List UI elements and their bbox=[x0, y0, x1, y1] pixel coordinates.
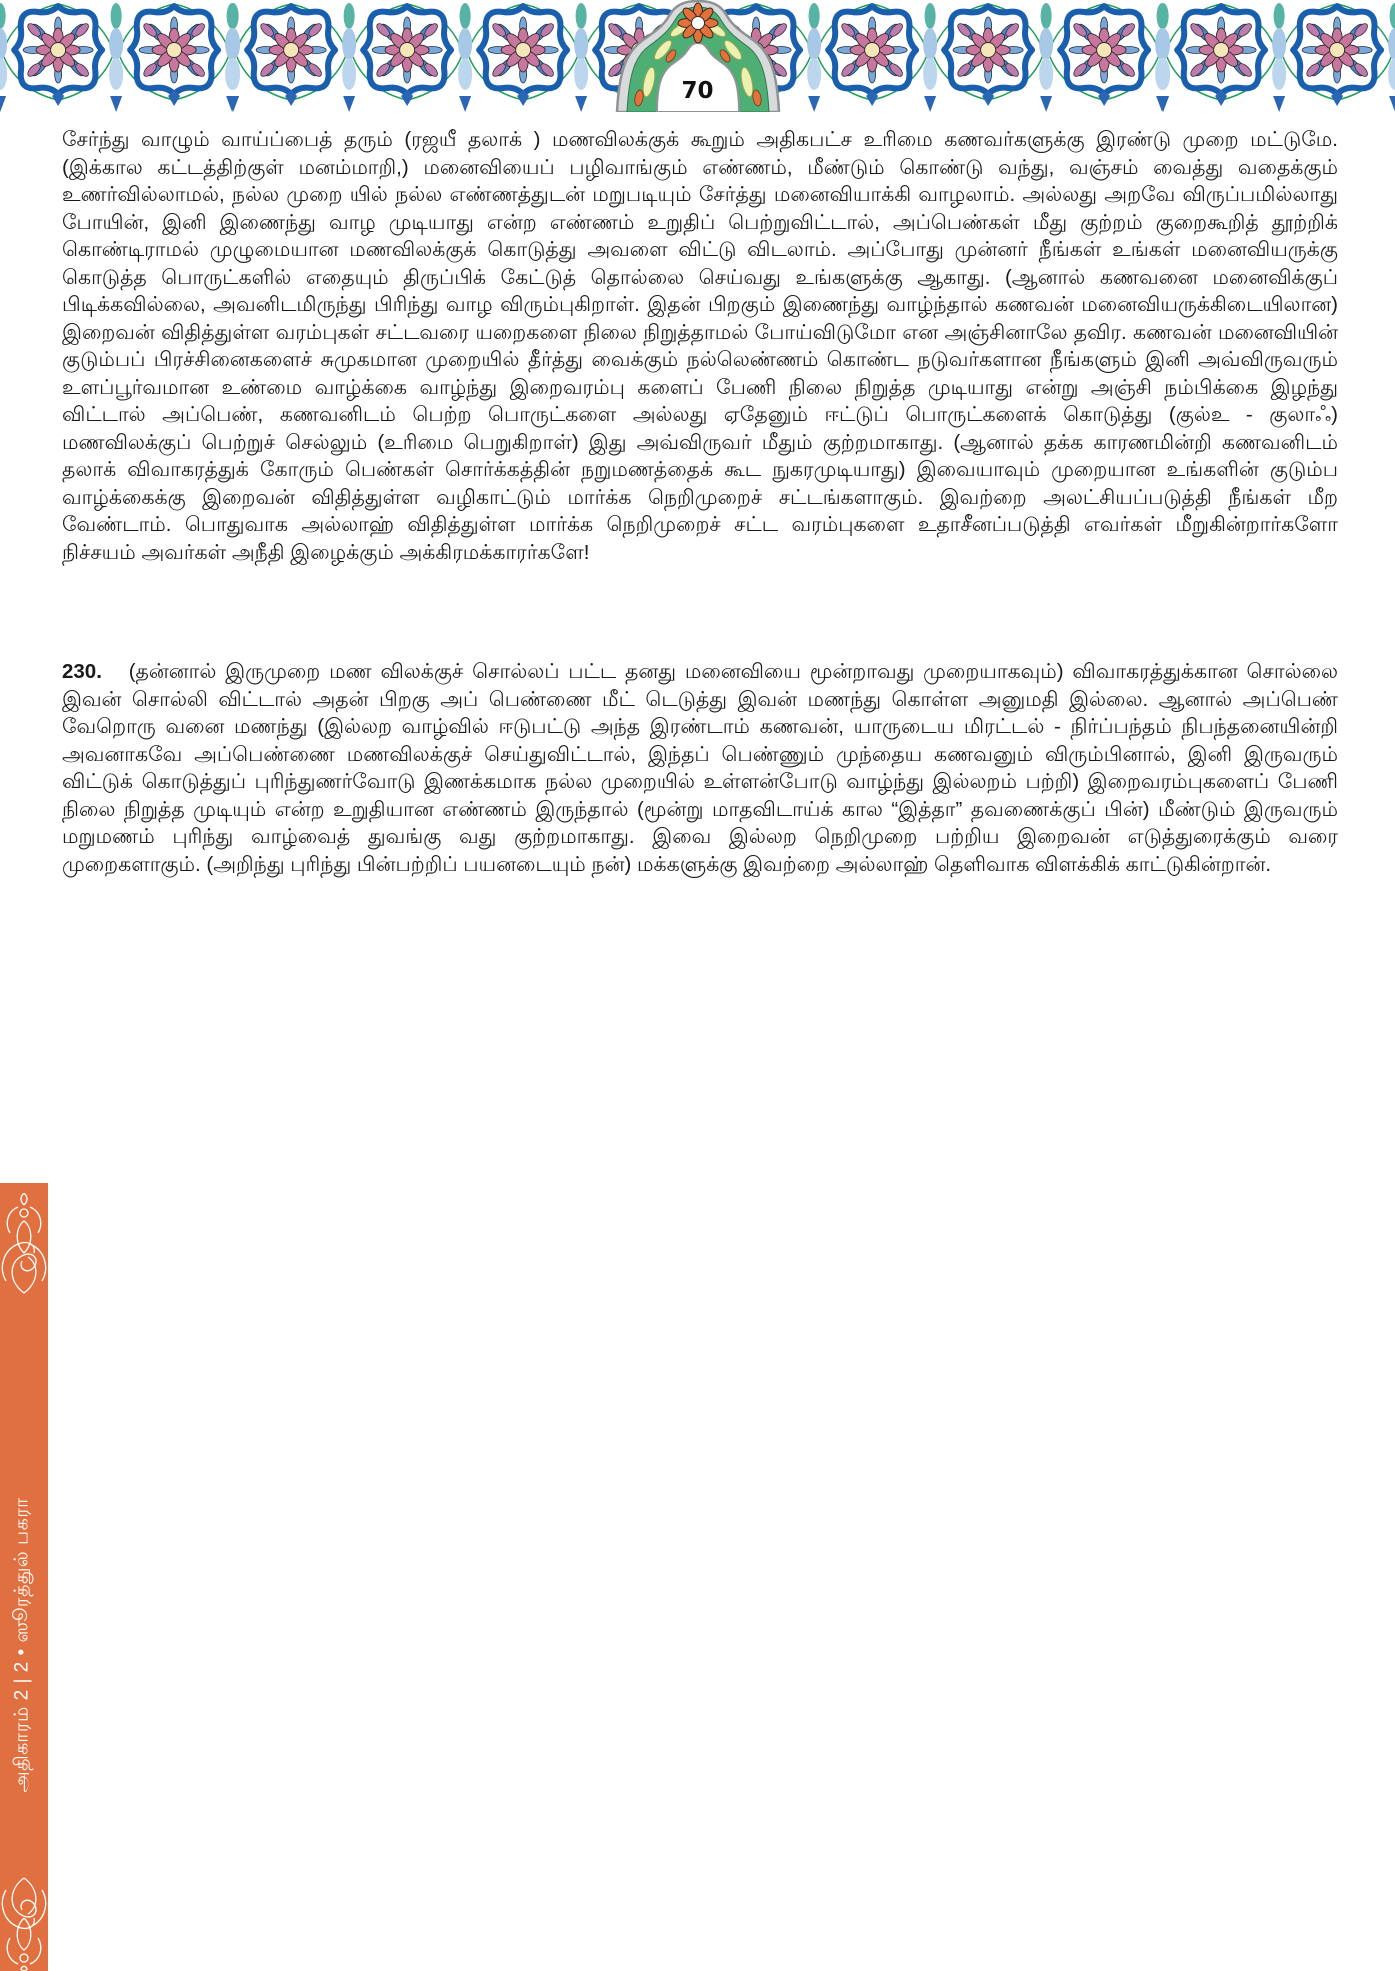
continuation-paragraph bbox=[62, 126, 1338, 566]
ribbon-label-wrap bbox=[0, 1455, 48, 1835]
top-ornamental-border bbox=[0, 0, 1395, 118]
floral-border-tile-icon bbox=[349, 0, 465, 118]
floral-border-tile-icon bbox=[1163, 0, 1279, 118]
arabesque-flourish-top-icon bbox=[0, 1193, 48, 1298]
floral-border-tile-icon bbox=[0, 0, 116, 118]
floral-border-tile-icon bbox=[465, 0, 581, 118]
chapter-ribbon bbox=[0, 1183, 48, 1971]
floral-border-tile-icon bbox=[1046, 0, 1162, 118]
arabesque-flourish-bottom-icon bbox=[0, 1876, 48, 1971]
chapter-ribbon-label: அதிகாரம் 2 | 2 • ஸூரத்துல் பகரா bbox=[12, 1497, 34, 1793]
page-body-text bbox=[62, 126, 1338, 878]
verse-number: 230. bbox=[62, 660, 102, 683]
floral-border-tile-icon bbox=[814, 0, 930, 118]
floral-border-tile-icon bbox=[930, 0, 1046, 118]
verse-230-text: (தன்னால் இருமுறை மண விலக்குச் சொல்லப் பட்ட தனது மனைவியை மூன்றாவது முறையாகவும்) விவாகரத்துக்கான சொல்லை இவன் சொல்லி விட்டால் அதன் பிறகு அப் பெண்ணை மீட் டெடுத்து இவன் மணந்து கொள்ள அனுமதி இல்லை. ஆனால் அப்பெண் வேறொரு வனை மணந்து (இல்லற வாழ்வில் ஈடுபட்டு அந்த இரண்டாம் கணவன், யாருடைய மிரட்டல் - நிர்ப்பந்தம் நிபந்தனையின்றி அவனாகவே அப்பெண்ணை மணவிலக்குச் செய்துவிட்டால், இந்தப் பெண்ணும் முந்தைய கணவனும் விரும்பினால், இனி இருவரும் விட்டுக் கொடுத்துப் புரிந்துணர்வோடு இணக்கமாக நல்ல முறையில் உள்ளன்போடு வாழ்ந்து இல்லறம் பற்றி) இறைவரம்புகளைப் பேணி நிலை நிறுத்த முடியும் என்ற உறுதியான எண்ணம் இருந்தால் (மூன்று மாதவிடாய்க் கால “இத்தா” தவணைக்குப் பின்) மீண்டும் இருவரும் மறுமணம் புரிந்து வாழ்வைத் துவங்கு வது குற்றமாகாது. இவை இல்லற நெறிமுறை பற்றிய இறைவன் எடுத்துரைக்கும் வரை முறைகளாகும். (அறிந்து புரிந்து பின்பற்றிப் பயனடையும் நன்) மக்களுக்கு இவற்றை அல்லாஹ் தெளிவாக விளக்கிக் காட்டுகின்றான். bbox=[62, 660, 1338, 876]
floral-border-tile-icon bbox=[1279, 0, 1395, 118]
verse-230-paragraph bbox=[62, 658, 1338, 878]
page-number: 70 bbox=[681, 78, 714, 104]
floral-border-tile-icon bbox=[116, 0, 232, 118]
continuation-paragraph-text: சேர்ந்து வாழும் வாய்ப்பைத் தரும் (ரஜயீ தலாக் ) மணவிலக்குக் கூறும் அதிகபட்ச உரிமை கணவர்களுக்கு இரண்டு முறை மட்டுமே. (இக்கால கட்டத்திற்குள் மனம்மாறி,) மனைவியைப் பழிவாங்கும் எண்ணம், மீண்டும் கொண்டு வந்து, வஞ்சம் வைத்து வதைக்கும் உணர்வில்லாமல், நல்ல முறை யில் நல்ல எண்ணத்துடன் மறுபடியும் சேர்த்து மனைவியாக்கி வாழலாம். அல்லது அறவே விருப்பமில்லாது போயின், இனி இணைந்து வாழ முடியாது என்ற எண்ணம் உறுதிப் பெற்றுவிட்டால், அப்பெண்கள் மீது குற்றம் குறைகூறித் தூற்றிக் கொண்டிராமல் முழுமையான மணவிலக்குக் கொடுத்து அவளை விட்டு விடலாம். அப்போது முன்னர் நீங்கள் உங்கள் மனைவியருக்கு கொடுத்த பொருட்களில் எதையும் திருப்பிக் கேட்டுத் தொல்லை செய்வது உங்களுக்கு ஆகாது. (ஆனால் கணவனை மனைவிக்குப் பிடிக்கவில்லை, அவனிடமிருந்து பிரிந்து வாழ விரும்புகிறாள். இதன் பிறகும் இணைந்து வாழ்ந்தால் கணவன் மனைவியருக்கிடையிலான) இறைவன் விதித்துள்ள வரம்புகள் சட்டவரை யறைகளை நிலை நிறுத்தாமல் போய்விடுமோ என அஞ்சினாலே தவிர. கணவன் மனைவியின் குடும்பப் பிரச்சினைகளைச் சுமுகமான முறையில் தீர்த்து வைக்கும் நல்லெண்ணம் கொண்ட நடுவர்களான நீங்களும் இனி அவ்விருவரும் உளப்பூர்வமான உண்மை வாழ்க்கை வாழ்ந்து இறைவரம்பு களைப் பேணி நிலை நிறுத்த முடியாது என்று அஞ்சி நம்பிக்கை இழந்து விட்டால் அப்பெண், கணவனிடம் பெற்ற பொருட்களை அல்லது ஏதேனும் ஈட்டுப் பொருட்களைக் கொடுத்து (குல்உ - குலாஃ) மணவிலக்குப் பெற்றுச் செல்லும் (உரிமை பெறுகிறாள்) இது அவ்விருவர் மீதும் குற்றமாகாது. (ஆனால் தக்க காரணமின்றி கணவனிடம் தலாக் விவாகரத்துக் கோரும் பெண்கள் சொர்க்கத்தின் நறுமணத்தைக் கூட நுகரமுடியாது) இவையாவும் முறையான உங்களின் குடும்ப வாழ்க்கைக்கு இறைவன் விதித்துள்ள வழிகாட்டும் மார்க்க நெறிமுறைச் சட்டங்களாகும். இவற்றை அலட்சியப்படுத்தி நீங்கள் மீற வேண்டாம். பொதுவாக அல்லாஹ் விதித்துள்ள மார்க்க நெறிமுறைச் சட்ட வரம்புகளை உதாசீனப்படுத்தி எவர்கள் மீறுகின்றார்களோ நிச்சயம் அவர்கள் அநீதி இழைக்கும் அக்கிரமக்காரர்களே! bbox=[62, 128, 1338, 564]
orange-flower-icon bbox=[678, 3, 718, 43]
floral-border-tile-icon bbox=[233, 0, 349, 118]
